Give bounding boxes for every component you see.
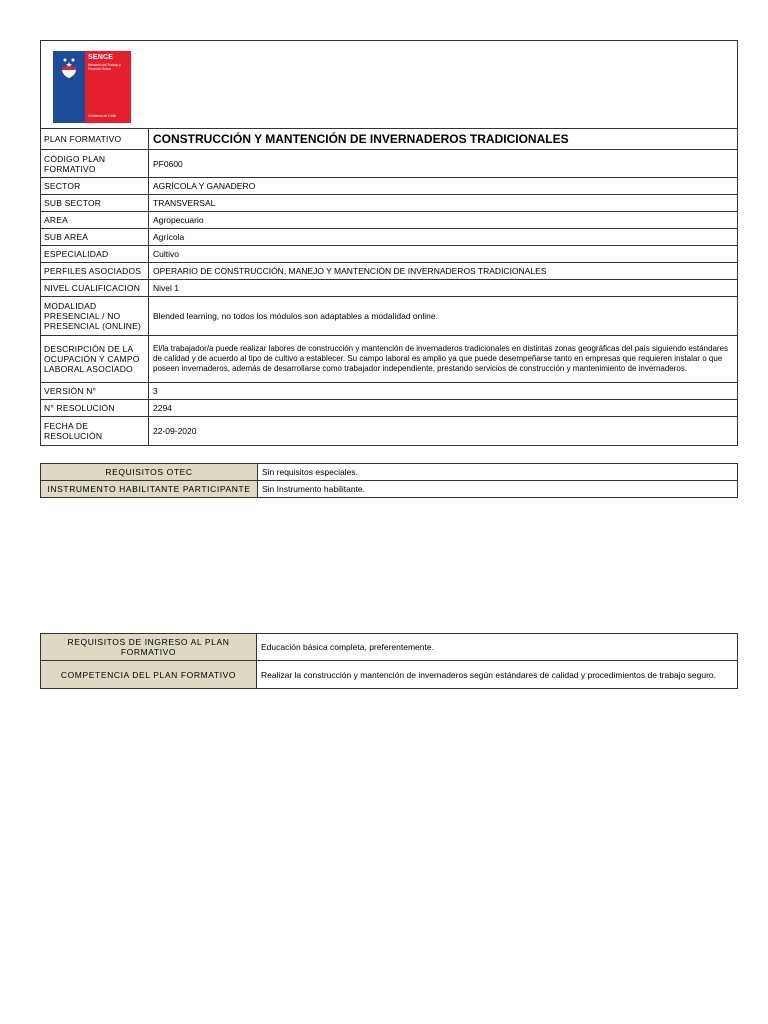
- row-label: AREA: [41, 212, 149, 228]
- row-value: PF0600: [153, 158, 183, 169]
- row-label: SECTOR: [41, 178, 149, 194]
- row-value: Agropecuario: [153, 215, 204, 225]
- row-value: TRANSVERSAL: [153, 198, 216, 208]
- row-value: Cultivo: [153, 249, 179, 259]
- row-value: 22-09-2020: [153, 426, 197, 436]
- row-value: Realizar la construcción y mantención de invernaderos según estándares de calidad y procedimientos de trabajo seguro.: [261, 669, 717, 680]
- logo-footer: Gobierno de Chile: [88, 114, 117, 118]
- row-label: ESPECIALIDAD: [41, 246, 149, 262]
- row-version: [41, 383, 737, 400]
- row-label: MODALIDAD PRESENCIAL / NO PRESENCIAL (ONLINE): [41, 297, 149, 335]
- row-sub-sector: [41, 195, 737, 212]
- plan-formativo-table: [40, 40, 738, 446]
- row-value: El/la trabajador/a puede realizar labores de construcción y mantención de invernaderos tradicionales en distintas zonas geográficas del país siguiendo estándares de calidad y de acuerdo al tipo de cultivo a establecer. Su campo laboral es amplio ya que puede desempeñarse tanto en empresas que requieren instalar o que poseen invernaderos, además de desarrollarse como trabajador independiente, prestando servicios de construcción y mantenimiento de invernaderos.: [153, 344, 729, 373]
- row-fecha: [41, 417, 737, 445]
- coat-of-arms-icon: [59, 57, 79, 79]
- row-label: FECHA DE RESOLUCIÓN: [41, 417, 149, 445]
- row-plan-formativo: [41, 129, 737, 150]
- logo-brand: SENCE: [88, 54, 114, 61]
- plan-title-value: CONSTRUCCIÓN Y MANTENCIÓN DE INVERNADEROS TRADICIONALES: [153, 132, 569, 146]
- row-codigo: [41, 150, 737, 178]
- row-label: NIVEL CUALIFICACION: [41, 280, 149, 296]
- row-value: Blended learning, no todos los módulos son adaptables a modalidad online.: [153, 311, 438, 321]
- logo-red-panel: [85, 51, 131, 123]
- row-value: 2294: [153, 403, 172, 413]
- logo-row: [41, 41, 737, 129]
- row-area: [41, 212, 737, 229]
- row-instrumento: [41, 481, 737, 497]
- row-sub-area: [41, 229, 737, 246]
- row-descripcion: [41, 336, 737, 383]
- row-requisitos-ingreso: [41, 634, 737, 661]
- row-label: CÓDIGO PLAN FORMATIVO: [41, 150, 149, 177]
- row-label: VERSIÓN N°: [41, 383, 149, 399]
- row-value: OPERARIO DE CONSTRUCCIÓN, MANEJO Y MANTENCIÓN DE INVERNADEROS TRADICIONALES: [153, 266, 547, 276]
- row-label: REQUISITOS OTEC: [41, 464, 258, 480]
- row-label: DESCRIPCIÓN DE LA OCUPACIÓN Y CAMPO LABORAL ASOCIADO: [41, 336, 149, 382]
- row-label: INSTRUMENTO HABILITANTE PARTICIPANTE: [41, 481, 258, 497]
- row-label: PERFILES ASOCIADOS: [41, 263, 149, 279]
- row-label: SUB SECTOR: [41, 195, 149, 211]
- row-resolucion: [41, 400, 737, 417]
- row-nivel: [41, 280, 737, 297]
- row-value: Agrícola: [153, 232, 185, 242]
- row-value: Educación básica completa, preferentemente.: [261, 642, 434, 652]
- ingreso-table: [40, 633, 738, 689]
- row-sector: [41, 178, 737, 195]
- row-label: REQUISITOS DE INGRESO AL PLAN FORMATIVO: [41, 634, 257, 660]
- row-label: N° RESOLUCIÓN: [41, 400, 149, 416]
- row-value: 3: [153, 386, 158, 396]
- row-perfiles: [41, 263, 737, 280]
- row-label: COMPETENCIA DEL PLAN FORMATIVO: [41, 661, 257, 688]
- row-label: SUB AREA: [41, 229, 149, 245]
- row-value: Sin Instrumento habilitante.: [262, 484, 366, 494]
- row-modalidad: [41, 297, 737, 336]
- row-especialidad: [41, 246, 737, 263]
- sence-logo: [53, 51, 131, 123]
- row-value: AGRÍCOLA Y GANADERO: [153, 181, 256, 191]
- row-competencia: [41, 661, 737, 688]
- row-value: Sin requisitos especiales.: [262, 467, 358, 477]
- row-value: Nivel 1: [153, 283, 179, 293]
- plan-title-label: PLAN FORMATIVO: [41, 129, 149, 149]
- row-requisitos-otec: [41, 464, 737, 481]
- logo-subtitle: Ministerio del Trabajo y Previsión Social: [88, 63, 121, 71]
- otec-table: [40, 463, 738, 498]
